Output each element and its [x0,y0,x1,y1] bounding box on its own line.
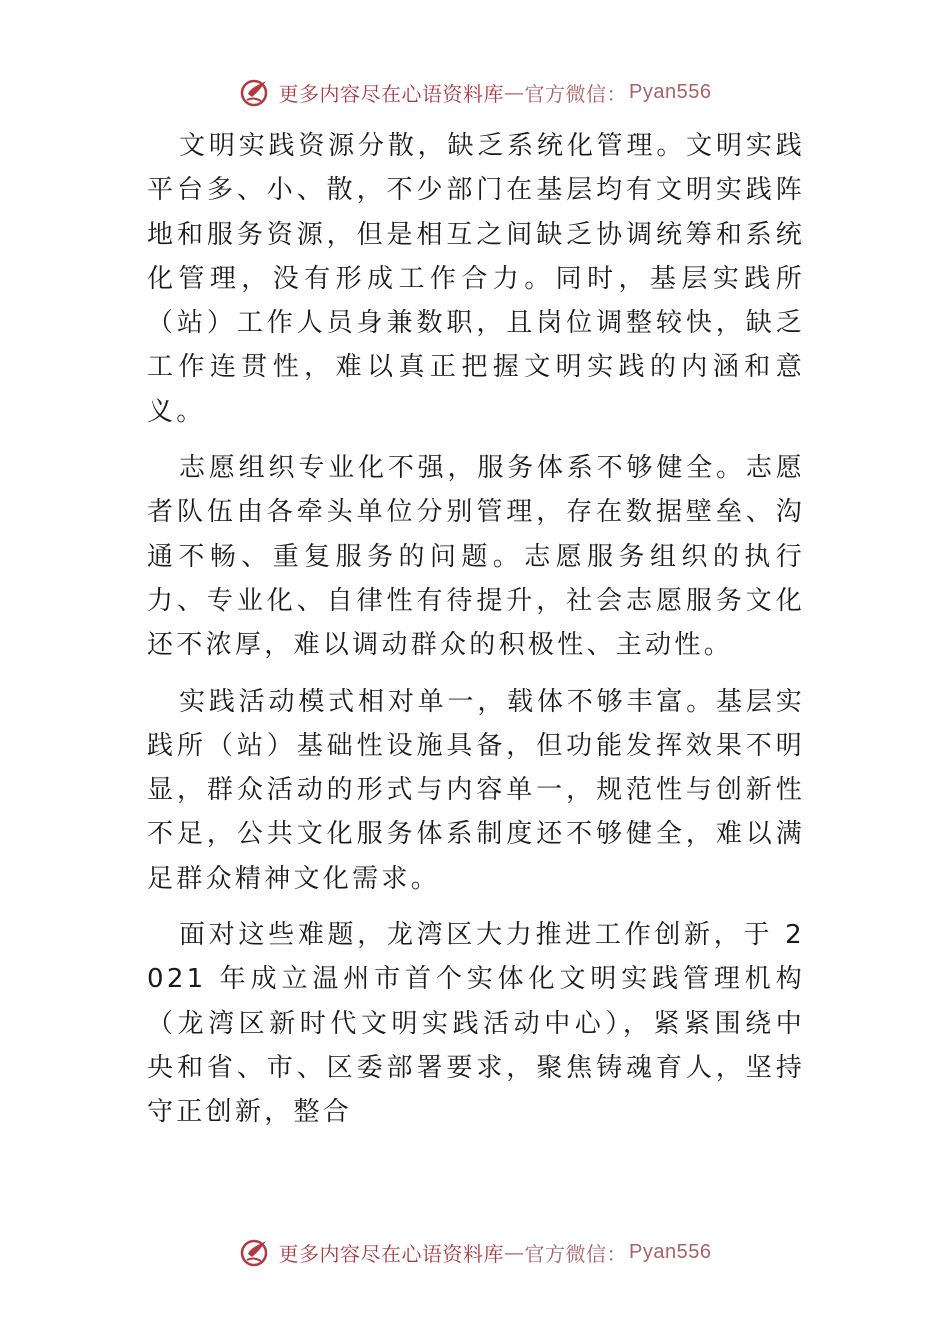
footer-watermark [0,1232,950,1272]
brand-logo-icon [239,1235,273,1269]
document-body [147,124,805,1147]
watermark-wechat-id: Pyan556 [629,1240,712,1263]
paragraph-activities: 实践活动模式相对单一，载体不够丰富。基层实践所（站）基础性设施具备，但功能发挥效果不明显，群众活动的形式与内容单一，规范性与创新性不足，公共文化服务体系制度还不够健全，难以满足群众精神文化需求。 [147,686,805,894]
paragraph-resources: 文明实践资源分散，缺乏系统化管理。文明实践平台多、小、散，不少部门在基层均有文明实践阵地和服务资源，但是相互之间缺乏协调统筹和系统化管理，没有形成工作合力。同时，基层实践所（站）工作人员身兼数职，且岗位调整较快，缺乏工作连贯性，难以真正把握文明实践的内涵和意义。 [147,131,805,427]
paragraph-innovation: 面对这些难题，龙湾区大力推进工作创新，于 2021 年成立温州市首个实体化文明实践管理机构（龙湾区新时代文明实践活动中心），紧紧围绕中央和省、市、区委部署要求，聚焦铸魂育人，坚持守正创新，整合 [147,920,805,1128]
watermark-dash: — [504,80,525,104]
watermark-main-text: 更多内容尽在心语资料库 [278,81,505,106]
paragraph-volunteers: 志愿组织专业化不强，服务体系不够健全。志愿者队伍由各牵头单位分别管理，存在数据壁垒、沟通不畅、重复服务的问题。志愿服务组织的执行力、专业化、自律性有待提升，社会志愿服务文化还不浓厚，难以调动群众的积极性、主动性。 [147,453,805,661]
brand-logo-icon [239,75,273,109]
watermark-dash: — [504,1240,525,1264]
header-watermark [0,72,950,112]
watermark-wechat-id: Pyan556 [629,80,712,103]
watermark-wechat-label: 官方微信： [524,81,628,106]
watermark-main-text: 更多内容尽在心语资料库 [278,1241,505,1266]
watermark-wechat-label: 官方微信： [524,1241,628,1266]
